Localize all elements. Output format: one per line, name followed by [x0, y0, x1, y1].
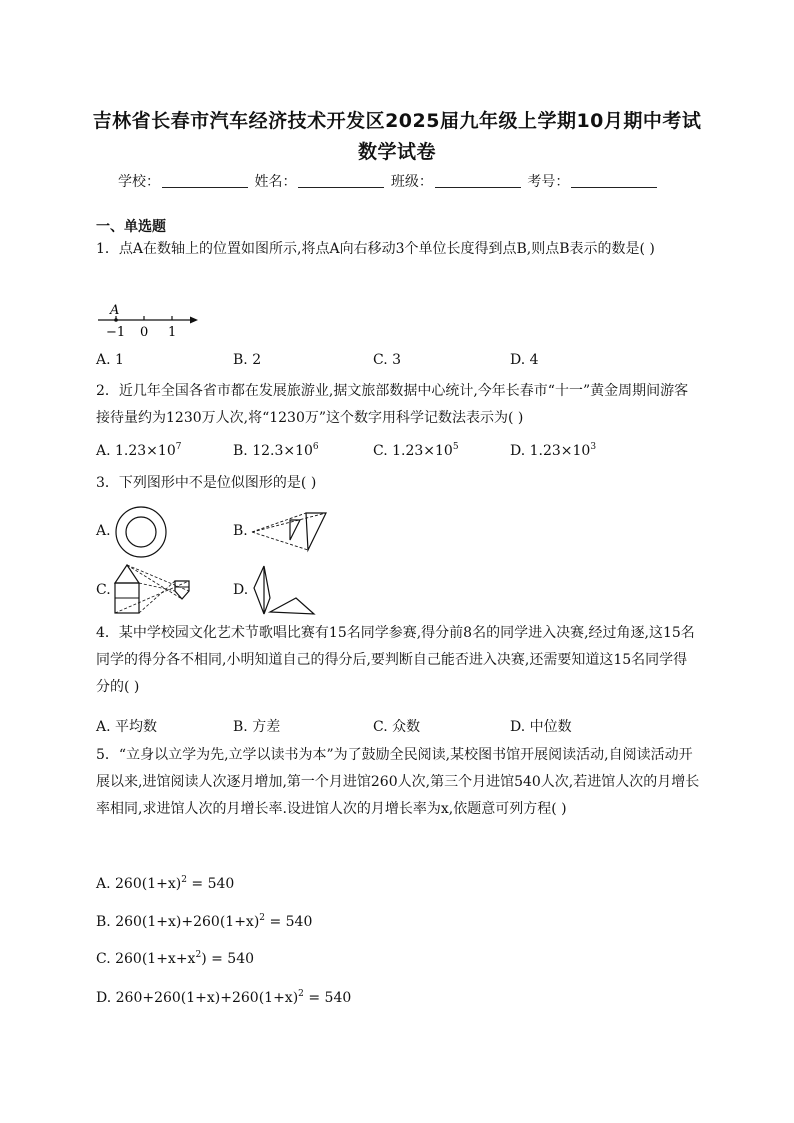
q2-option-d-base: D. 1.23×10: [510, 443, 591, 459]
q1-option-d[interactable]: D. 4: [510, 352, 539, 368]
q5-option-a-pre: A. 260(1+x): [96, 876, 182, 892]
point-a-dot: [114, 318, 118, 322]
q2-option-a-exp: 7: [175, 442, 182, 452]
q5-option-c-exp: 2: [195, 950, 202, 960]
angles-figure: [250, 562, 320, 618]
triangles-figure: [250, 510, 330, 554]
number-blank[interactable]: [571, 173, 657, 188]
q5-option-d-post: = 540: [303, 990, 352, 1006]
q5-option-d[interactable]: [96, 990, 351, 1006]
q2-option-a-base: A. 1.23×10: [96, 443, 176, 459]
q4-option-c[interactable]: C. 众数: [373, 719, 421, 735]
student-info-row: [118, 171, 659, 191]
large-triangle-d: [264, 566, 270, 614]
q5-option-c[interactable]: [96, 951, 254, 967]
inner-circle: [126, 517, 156, 547]
dash-2: [139, 583, 175, 591]
house-figure: [113, 563, 195, 617]
q4-option-b[interactable]: B. 方差: [233, 719, 281, 735]
name-blank[interactable]: [298, 173, 384, 188]
question-4-text: 4．某中学校园文化艺术节歌唱比赛有15名同学参赛,得分前8名的同学进入决赛,经过角逐,这15名同学的得分各不相同,小明知道自己的得分后,要判断自己能否进入决赛,还需要知道这15名同学得分的( ): [96, 625, 695, 695]
ray-1: [252, 513, 306, 532]
q2-option-d[interactable]: [510, 443, 596, 459]
q2-option-c-base: C. 1.23×10: [373, 443, 453, 459]
question-5-text: 5．“立身以立学为先,立学以读书为本”为了鼓励全民阅读,某校图书馆开展阅读活动,自阅读活动开展以来,进馆阅读人次逐月增加,第一个月进馆260人次,第三个月进馆540人次,若进馆人次的月增长率相同,求进馆人次的月增长率.设进馆人次的月增长率为x,依题意可列方程( ): [96, 747, 700, 817]
q5-option-c-post: ) = 540: [201, 951, 255, 967]
q5-option-a-post: = 540: [186, 876, 235, 892]
q2-option-c-exp: 5: [452, 442, 459, 452]
large-triangle: [306, 513, 326, 550]
q5-option-a[interactable]: [96, 876, 234, 892]
small-figure: [175, 581, 189, 599]
q5-option-c-pre: C. 260(1+x+x: [96, 951, 196, 967]
q2-option-a[interactable]: [96, 443, 181, 459]
q5-option-d-pre: D. 260+260(1+x)+260(1+x): [96, 990, 299, 1006]
number-label: 考号：: [527, 174, 570, 190]
q3-option-a[interactable]: A.: [96, 523, 111, 539]
q2-option-b-base: B. 12.3×10: [233, 443, 313, 459]
question-1-text: 1．点A在数轴上的位置如图所示,将点A向右移动3个单位长度得到点B,则点B表示的数是( ): [96, 241, 655, 257]
q4-option-d[interactable]: D. 中位数: [510, 719, 572, 735]
q3-option-b[interactable]: B.: [233, 523, 248, 539]
q2-option-b-exp: 6: [312, 442, 319, 452]
q3-option-c[interactable]: C.: [96, 582, 111, 598]
question-2-text: 2．近几年全国各省市都在发展旅游业,据文旅部数据中心统计,今年长春市“十一”黄金周期间游客接待量约为1230万人次,将“1230万”这个数字用科学记数法表示为( ): [96, 383, 689, 426]
q2-option-c[interactable]: [373, 443, 459, 459]
small-triangle-d: [270, 598, 314, 614]
q1-option-c[interactable]: C. 3: [373, 352, 402, 368]
name-label: 姓名：: [254, 174, 297, 190]
class-blank[interactable]: [435, 173, 521, 188]
q5-option-b-pre: B. 260(1+x)+260(1+x): [96, 914, 260, 930]
q1-option-a[interactable]: A. 1: [96, 352, 124, 368]
ray-3: [252, 532, 308, 550]
tick-label-minus-one: −1: [106, 325, 126, 340]
q4-option-a[interactable]: A. 平均数: [96, 719, 158, 735]
number-line-arrow-icon: [190, 317, 198, 324]
q2-option-b[interactable]: [233, 443, 319, 459]
small-triangle: [290, 520, 300, 540]
q5-option-b[interactable]: [96, 914, 312, 930]
question-3-text: 3．下列图形中不是位似图形的是( ): [96, 475, 317, 491]
q5-option-b-exp: 2: [259, 913, 266, 923]
class-label: 班级：: [390, 174, 433, 190]
dash-3: [115, 581, 189, 613]
exam-subtitle: 数学试卷: [357, 141, 436, 163]
q5-option-b-post: = 540: [265, 914, 313, 930]
school-blank[interactable]: [162, 173, 248, 188]
number-line-figure: [94, 300, 204, 340]
dash-4: [139, 581, 175, 613]
large-angle: [254, 566, 264, 614]
q5-option-a-exp: 2: [181, 875, 187, 885]
tick-label-one: 1: [168, 325, 177, 340]
tick-label-zero: 0: [140, 325, 149, 340]
large-roof: [115, 565, 139, 583]
section-title: 一、单选题: [96, 219, 166, 235]
outer-circle: [116, 507, 166, 557]
school-label: 学校：: [118, 174, 160, 190]
ray-2: [252, 513, 326, 532]
q2-option-d-exp: 3: [590, 442, 597, 452]
concentric-circles-figure: [113, 504, 169, 560]
q3-option-d[interactable]: D.: [233, 582, 249, 598]
point-a-label: A: [110, 303, 120, 318]
q1-option-b[interactable]: B. 2: [233, 352, 262, 368]
q5-option-d-exp: 2: [298, 989, 304, 999]
exam-title: 吉林省长春市汽车经济技术开发区2025届九年级上学期10月期中考试: [92, 110, 702, 132]
